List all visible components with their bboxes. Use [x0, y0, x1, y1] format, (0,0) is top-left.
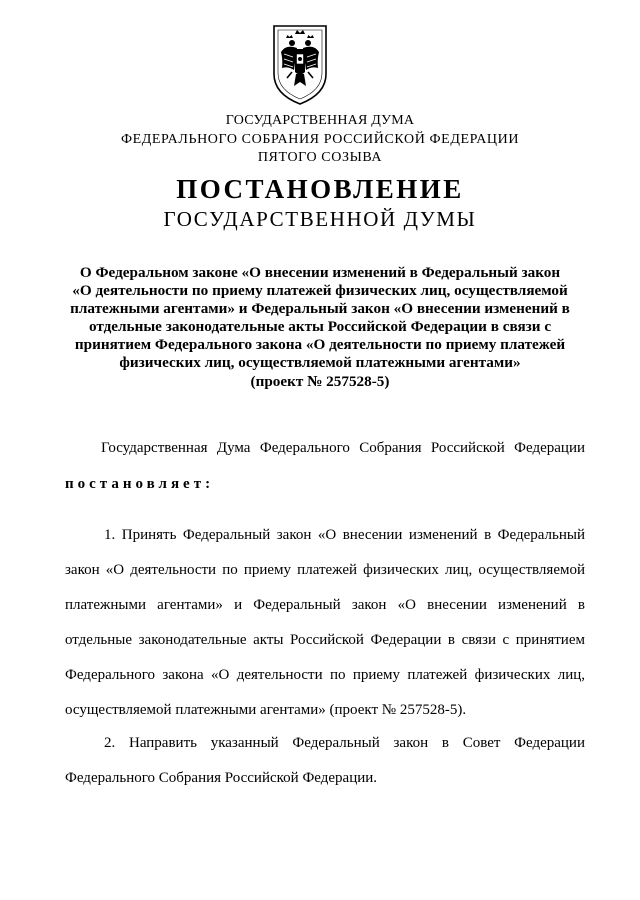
- subject-line: платежными агентами» и Федеральный закон «О внесении изменений в: [70, 300, 570, 318]
- resolution-subject: [60, 264, 580, 391]
- org-name-line-2: ФЕДЕРАЛЬНОГО СОБРАНИЯ РОССИЙСКОЙ ФЕДЕРАЦИИ: [120, 132, 520, 147]
- clause-line: 2. Направить указанный Федеральный закон в Совет Федерации: [104, 735, 585, 751]
- clause-line: отдельные законодательные акты Российской Федерации в связи с принятием: [65, 632, 585, 648]
- coat-of-arms-icon: [270, 22, 330, 108]
- clause-line: платежными агентами» и Федеральный закон «О внесении изменений в: [65, 597, 585, 613]
- convocation-line: ПЯТОГО СОЗЫВА: [257, 150, 383, 165]
- document-title: ПОСТАНОВЛЕНИЕ: [176, 174, 464, 204]
- subject-line: «О деятельности по приему платежей физических лиц, осуществляемой: [72, 282, 568, 300]
- intro-paragraph: Государственная Дума Федерального Собрания Российской Федерации: [101, 440, 585, 456]
- subject-line: (проект № 257528-5): [250, 372, 390, 390]
- org-name-line-1: ГОСУДАРСТВЕННАЯ ДУМА: [225, 113, 415, 128]
- clause-line: Федерального закона «О деятельности по приему платежей физических лиц,: [65, 667, 585, 683]
- subject-line: принятием Федерального закона «О деятельности по приему платежей: [74, 336, 566, 354]
- clause-line: Федерального Собрания Российской Федерации.: [65, 770, 378, 786]
- subject-line: О Федеральном законе «О внесении изменений в Федеральный закон: [79, 264, 561, 281]
- document-subtitle: ГОСУДАРСТВЕННОЙ ДУМЫ: [163, 207, 477, 231]
- clause-line: 1. Принять Федеральный закон «О внесении изменений в Федеральный: [104, 527, 585, 543]
- clause-line: осуществляемой платежными агентами» (проект № 257528-5).: [65, 702, 467, 718]
- decree-word: постановляет:: [65, 476, 215, 492]
- clause-line: закон «О деятельности по приему платежей физических лиц, осуществляемой: [65, 562, 585, 578]
- subject-line: физических лиц, осуществляемой платежными агентами»: [119, 354, 521, 372]
- clause-2: [65, 733, 585, 803]
- subject-line: отдельные законодательные акты Российской Федерации в связи с: [88, 318, 552, 336]
- clause-1: [65, 525, 585, 735]
